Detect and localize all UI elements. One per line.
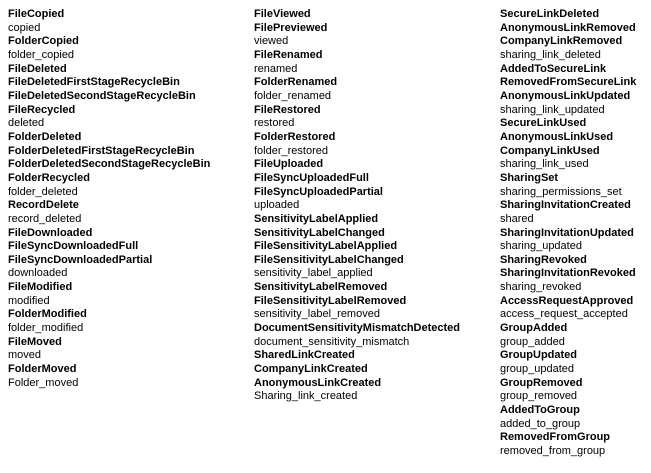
event-category: renamed — [254, 62, 298, 75]
event-name: FileModified — [8, 281, 73, 294]
event-name: AnonymousLinkRemoved — [500, 21, 636, 34]
event-category: group_added — [500, 335, 565, 348]
event-name: GroupUpdated — [500, 349, 577, 362]
event-name: CompanyLinkCreated — [254, 363, 368, 376]
event-name: FileSensitivityLabelChanged — [254, 253, 404, 266]
event-name: FileDownloaded — [8, 226, 93, 239]
event-name: GroupAdded — [500, 322, 568, 335]
event-name: AddedToGroup — [500, 404, 580, 417]
event-category: Sharing_link_created — [254, 390, 358, 403]
event-name: FileSyncUploadedPartial — [254, 185, 383, 198]
event-category: Folder_moved — [8, 376, 79, 389]
event-name: FileSyncDownloadedPartial — [8, 253, 153, 266]
event-name: FileDeleted — [8, 62, 67, 75]
event-name: FolderRestored — [254, 130, 336, 143]
event-category: document_sensitivity_mismatch — [254, 335, 410, 348]
event-name: SharingInvitationCreated — [500, 199, 631, 212]
event-name: FileDeletedFirstStageRecycleBin — [8, 76, 180, 89]
event-category: group_removed — [500, 390, 578, 403]
event-name: FolderDeletedSecondStageRecycleBin — [8, 158, 211, 171]
event-name: SecureLinkDeleted — [500, 8, 600, 20]
event-category: sharing_permissions_set — [500, 185, 622, 198]
event-name: FolderModified — [8, 308, 87, 321]
event-category: folder_deleted — [8, 185, 78, 198]
event-name: FilePreviewed — [254, 21, 328, 34]
event-name: FileSensitivityLabelApplied — [254, 240, 398, 253]
event-name: AddedToSecureLink — [500, 62, 607, 75]
event-name: SharingInvitationUpdated — [500, 226, 634, 239]
event-category: folder_renamed — [254, 89, 332, 102]
event-category: sharing_revoked — [500, 281, 582, 294]
event-name: FolderCopied — [8, 35, 79, 48]
event-name: SecureLinkUsed — [500, 117, 587, 130]
event-column-1 — [8, 8, 246, 390]
event-category: copied — [8, 21, 41, 34]
event-name: SharingRevoked — [500, 253, 587, 266]
event-column-3 — [500, 8, 648, 459]
event-name: SensitivityLabelChanged — [254, 226, 385, 239]
event-category: sensitivity_label_applied — [254, 267, 373, 280]
event-category: sharing_link_deleted — [500, 48, 601, 61]
event-name: FileRestored — [254, 103, 321, 116]
event-name: AnonymousLinkCreated — [254, 376, 382, 389]
event-name: SharingInvitationRevoked — [500, 267, 636, 280]
event-category: sharing_updated — [500, 240, 582, 253]
event-category: sharing_link_updated — [500, 103, 605, 116]
event-name: FileRecycled — [8, 103, 76, 116]
event-name: FileSensitivityLabelRemoved — [254, 294, 407, 307]
event-name: AnonymousLinkUpdated — [500, 89, 631, 102]
event-name: SensitivityLabelApplied — [254, 212, 379, 225]
event-name: FileCopied — [8, 8, 65, 20]
event-name: AccessRequestApproved — [500, 294, 634, 307]
event-category: downloaded — [8, 267, 68, 280]
event-category: folder_modified — [8, 322, 84, 335]
event-name: DocumentSensitivityMismatchDetected — [254, 322, 460, 335]
event-category: shared — [500, 212, 534, 225]
event-category: added_to_group — [500, 417, 581, 430]
event-category: sensitivity_label_removed — [254, 308, 380, 321]
event-name: RemovedFromGroup — [500, 431, 611, 444]
event-category: removed_from_group — [500, 445, 606, 457]
event-category: sharing_link_used — [500, 158, 589, 171]
event-name: SharingSet — [500, 171, 559, 184]
event-name: RecordDelete — [8, 199, 79, 212]
event-name: FileSyncDownloadedFull — [8, 240, 139, 253]
event-category: deleted — [8, 117, 45, 130]
event-name: SharedLinkCreated — [254, 349, 355, 362]
event-category: modified — [8, 294, 50, 307]
event-name: FileViewed — [254, 8, 311, 20]
event-name: FileSyncUploadedFull — [254, 171, 369, 184]
event-name: GroupRemoved — [500, 376, 583, 389]
event-name: FileRenamed — [254, 48, 323, 61]
event-name: FolderRecycled — [8, 171, 90, 184]
event-name: FolderDeletedFirstStageRecycleBin — [8, 144, 195, 157]
event-name: AnonymousLinkUsed — [500, 130, 614, 143]
event-name: FolderDeleted — [8, 130, 82, 143]
event-category: record_deleted — [8, 212, 82, 225]
event-category: viewed — [254, 35, 289, 48]
event-name: FileMoved — [8, 335, 62, 348]
event-name: SensitivityLabelRemoved — [254, 281, 388, 294]
event-name: CompanyLinkRemoved — [500, 35, 623, 48]
event-name: RemovedFromSecureLink — [500, 76, 637, 89]
event-category: group_updated — [500, 363, 575, 376]
event-name: CompanyLinkUsed — [500, 144, 600, 157]
event-name: FileDeletedSecondStageRecycleBin — [8, 89, 196, 102]
event-category: folder_copied — [8, 48, 75, 61]
event-name: FolderRenamed — [254, 76, 338, 89]
event-name: FolderMoved — [8, 363, 77, 376]
event-column-2 — [254, 8, 492, 404]
event-category: uploaded — [254, 199, 300, 212]
event-category: access_request_accepted — [500, 308, 628, 321]
event-name: FileUploaded — [254, 158, 324, 171]
event-category: folder_restored — [254, 144, 328, 157]
event-category: moved — [8, 349, 42, 362]
event-category: restored — [254, 117, 295, 130]
